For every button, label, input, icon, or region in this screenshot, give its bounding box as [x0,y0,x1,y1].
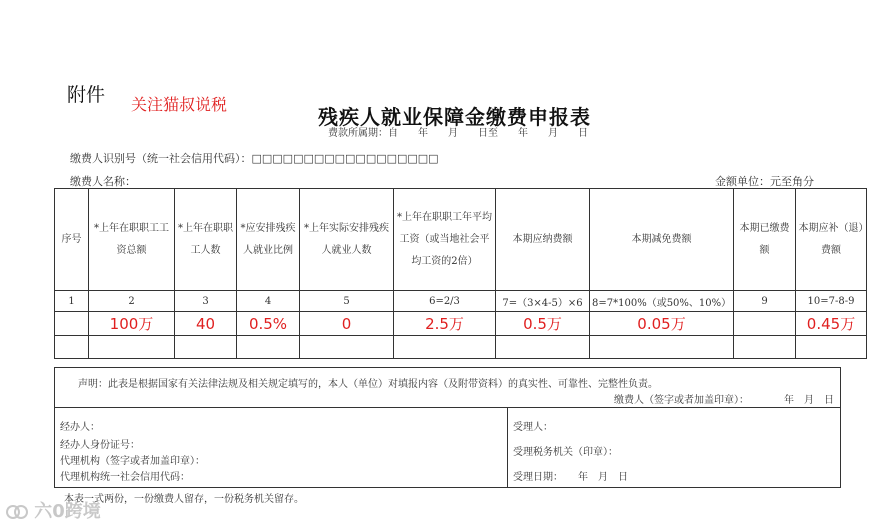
table-cell: 0.5万 [496,312,590,336]
table-cell [590,336,734,359]
table-row [55,336,867,359]
table-cell [89,336,175,359]
payer-id-field: 缴费人识别号（统一社会信用代码）：□□□□□□□□□□□□□□□□□□ [70,152,439,165]
table-cell [796,336,867,359]
table-cell: 3 [175,291,237,312]
header-ratio: *应安排残疾人就业比例 [237,189,300,291]
table-cell: 8=7*100%（或50%、10%） [590,291,734,312]
divider [507,408,508,488]
header-total-wage: *上年在职职工工资总额 [89,189,175,291]
receive-date-label: 受理日期： 年 月 日 [513,472,628,483]
declaration-text: 声明：此表是根据国家有关法律法规及相关规定填写的，本人（单位）对填报内容（及附带资料）的真实性、可靠性、完整性负责。 [78,379,658,390]
receiver-label: 受理人： [513,422,553,433]
table-cell [734,312,796,336]
header-seq: 序号 [55,189,89,291]
table-cell: 9 [734,291,796,312]
header-payable: 本期应纳费额 [496,189,590,291]
footnote: 本表一式两份，一份缴费人留存，一份税务机关留存。 [64,494,304,505]
table-cell: 5 [300,291,394,312]
table-cell [300,336,394,359]
handler-id-label: 经办人身份证号： [60,440,140,451]
header-disabled-count: *上年实际安排残疾人就业人数 [300,189,394,291]
declaration-date: 年 月 日 [784,395,834,406]
table-cell: 10=7-8-9 [796,291,867,312]
header-paid: 本期已缴费额 [734,189,796,291]
table-cell: 6=2/3 [394,291,496,312]
amount-unit: 金额单位：元至角分 [715,175,814,188]
table-cell [175,336,237,359]
table-cell [394,336,496,359]
table-cell: 1 [55,291,89,312]
table-cell: 0 [300,312,394,336]
handler-label: 经办人： [60,422,100,433]
table-cell: 40 [175,312,237,336]
table-cell: 0.45万 [796,312,867,336]
attachment-label: 附件 [67,84,106,106]
table-cell [55,312,89,336]
table-cell: 4 [237,291,300,312]
table-cell: 0.5% [237,312,300,336]
table-cell: 7=（3×4-5）×6 [496,291,590,312]
table-row [55,291,867,312]
header-supplement: 本期应补（退）费额 [796,189,867,291]
fee-period: 费款所属期：自 年 月 日至 年 月 日 [328,128,588,139]
page-title: 残疾人就业保障金缴费申报表 [318,105,591,129]
table-cell [496,336,590,359]
table-cell: 100万 [89,312,175,336]
header-reduction: 本期减免费额 [590,189,734,291]
logo-icon [6,504,28,520]
table-cell [55,336,89,359]
logo: 六0跨境 [6,497,101,523]
table-cell: 2.5万 [394,312,496,336]
agency-label: 代理机构（签字或者加盖印章）： [60,456,205,467]
table-header-row [55,189,867,291]
payer-name-field: 缴费人名称： [70,175,136,188]
agency-code-label: 代理机构统一社会信用代码： [60,472,190,483]
declaration-sign: 缴费人（签字或者加盖印章）： [614,395,749,406]
watermark-text: 关注猫叔说税 [131,95,228,114]
table-cell: 0.05万 [590,312,734,336]
table-row [55,312,867,336]
header-avg-wage: *上年在职职工年平均工资（或当地社会平均工资的2倍） [394,189,496,291]
header-staff-count: *上年在职职工人数 [175,189,237,291]
tax-office-label: 受理税务机关（印章）： [513,447,618,458]
declaration-table [54,188,867,359]
table-cell: 2 [89,291,175,312]
table-cell [237,336,300,359]
table-cell [734,336,796,359]
